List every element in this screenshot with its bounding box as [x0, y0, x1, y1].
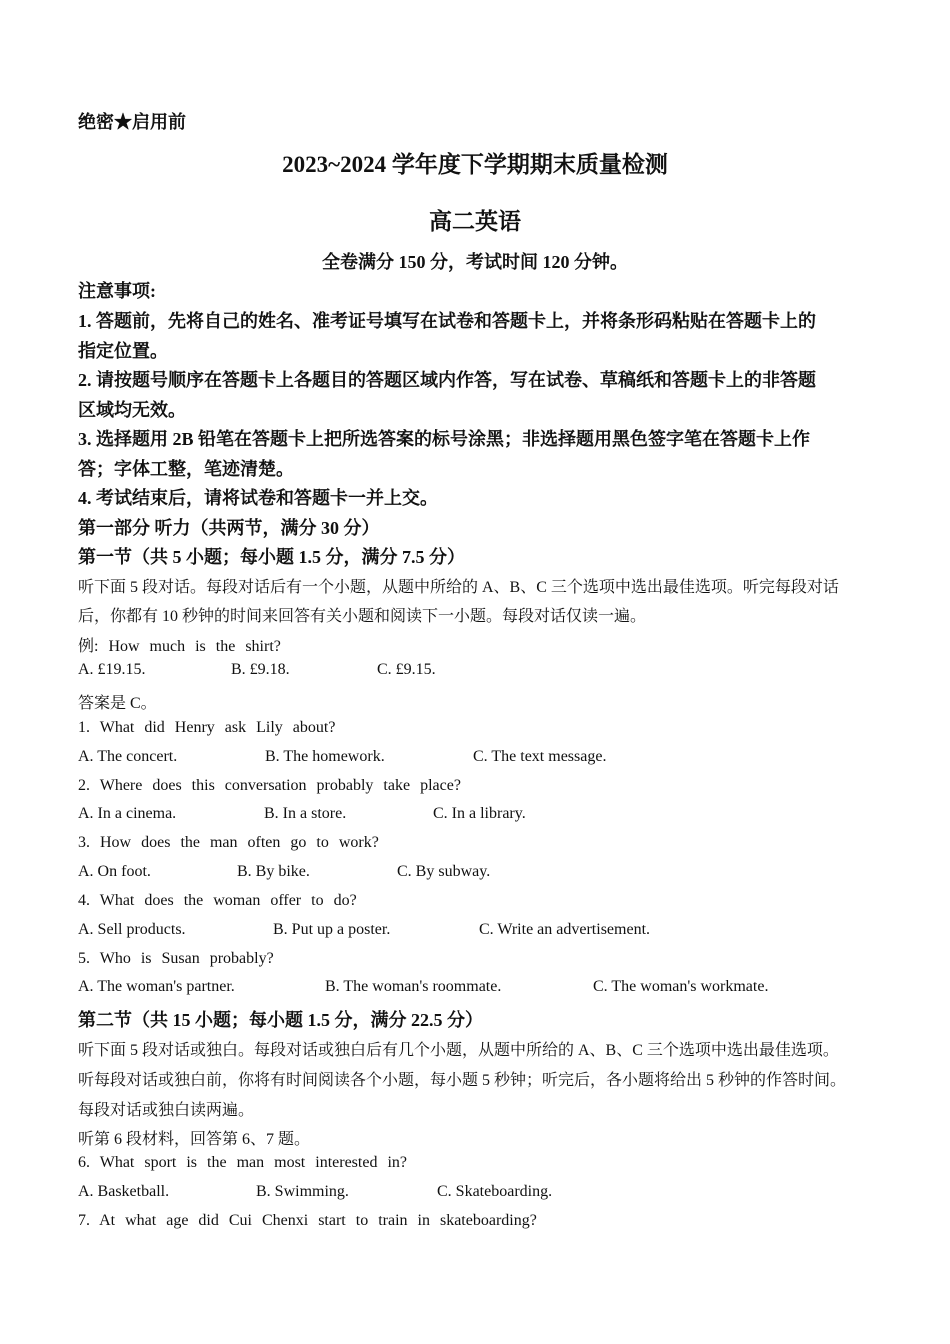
q4-option-b: B. Put up a poster.: [273, 921, 391, 938]
q2-option-a: A. In a cinema.: [78, 805, 177, 822]
section1-instructions: 后，你都有 10 秒钟的时间来回答有关小题和阅读下一小题。每段对话仅读一遍。: [78, 608, 647, 625]
q4-option-c: C. Write an advertisement.: [479, 921, 651, 938]
q5-option-b: B. The woman's roommate.: [325, 978, 502, 995]
question-2: 2. Where does this conversation probably take place?: [78, 777, 461, 794]
question-5: 5. Who is Susan probably?: [78, 950, 274, 967]
example-option-b: B. £9.18.: [231, 661, 290, 678]
q2-option-b: B. In a store.: [264, 805, 347, 822]
score-info: 全卷满分 150 分，考试时间 120 分钟。: [322, 252, 628, 272]
q5-option-a: A. The woman's partner.: [78, 978, 235, 995]
note-line: 1. 答题前，先将自己的姓名、准考证号填写在试卷和答题卡上，并将条形码粘贴在答题卡上的: [78, 311, 816, 331]
q1-option-a: A. The concert.: [78, 748, 178, 765]
section2-instructions: 听每段对话或独白前，你将有时间阅读各个小题，每小题 5 秒钟；听完后，各小题将给出 5 秒钟的作答时间。: [78, 1072, 847, 1089]
exam-title: 2023~2024 学年度下学期期末质量检测: [282, 152, 668, 177]
question-6: 6. What sport is the man most interested in?: [78, 1154, 407, 1171]
notes-heading: 注意事项:: [78, 281, 156, 301]
question-4: 4. What does the woman offer to do?: [78, 892, 357, 909]
material-note: 听第 6 段材料，回答第 6、7 题。: [78, 1131, 311, 1148]
q4-option-a: A. Sell products.: [78, 921, 186, 938]
q1-option-b: B. The homework.: [265, 748, 385, 765]
exam-subject: 高二英语: [429, 209, 521, 234]
q5-option-c: C. The woman's workmate.: [593, 978, 769, 995]
section2-instructions: 听下面 5 段对话或独白。每段对话或独白后有几个小题，从题中所给的 A、B、C 三个选项中选出最佳选项。: [78, 1042, 839, 1059]
q3-option-b: B. By bike.: [237, 863, 310, 880]
q6-option-b: B. Swimming.: [256, 1183, 349, 1200]
example-answer: 答案是 C。: [78, 695, 157, 712]
note-line: 4. 考试结束后，请将试卷和答题卡一并上交。: [78, 488, 438, 508]
note-line: 2. 请按题号顺序在答题卡上各题目的答题区域内作答，写在试卷、草稿纸和答题卡上的非答题: [78, 370, 816, 390]
example-question: 例: How much is the shirt?: [78, 638, 281, 655]
q1-option-c: C. The text message.: [473, 748, 607, 765]
section2-heading: 第二节（共 15 小题；每小题 1.5 分，满分 22.5 分）: [78, 1010, 483, 1030]
note-line: 指定位置。: [78, 341, 168, 361]
part1-heading: 第一部分 听力（共两节，满分 30 分）: [78, 518, 380, 538]
question-3: 3. How does the man often go to work?: [78, 834, 379, 851]
q2-option-c: C. In a library.: [433, 805, 526, 822]
note-line: 答；字体工整，笔迹清楚。: [78, 459, 294, 479]
confidential-mark: 绝密★启用前: [78, 112, 186, 132]
q3-option-c: C. By subway.: [397, 863, 491, 880]
example-option-a: A. £19.15.: [78, 661, 146, 678]
q3-option-a: A. On foot.: [78, 863, 151, 880]
section2-instructions: 每段对话或独白读两遍。: [78, 1102, 255, 1119]
question-7: 7. At what age did Cui Chenxi start to train in skateboarding?: [78, 1212, 537, 1229]
section1-instructions: 听下面 5 段对话。每段对话后有一个小题，从题中所给的 A、B、C 三个选项中选出最佳选项。听完每段对话: [78, 579, 839, 596]
section1-heading: 第一节（共 5 小题；每小题 1.5 分，满分 7.5 分）: [78, 547, 465, 567]
note-line: 3. 选择题用 2B 铅笔在答题卡上把所选答案的标号涂黑；非选择题用黑色签字笔在答题卡上作: [78, 429, 811, 449]
note-line: 区域均无效。: [78, 400, 186, 420]
q6-option-a: A. Basketball.: [78, 1183, 170, 1200]
question-1: 1. What did Henry ask Lily about?: [78, 719, 336, 736]
q6-option-c: C. Skateboarding.: [437, 1183, 553, 1200]
example-option-c: C. £9.15.: [377, 661, 436, 678]
